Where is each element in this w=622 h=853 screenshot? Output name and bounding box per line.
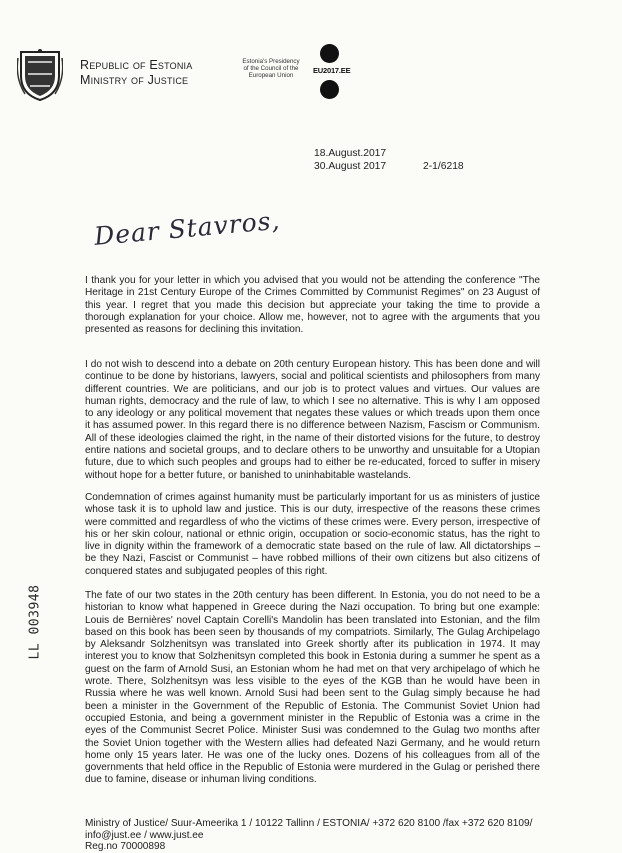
letter-date-2: 30.August 2017 bbox=[314, 161, 387, 172]
body-paragraph-4: The fate of our two states in the 20th century has been different. In Estonia, you do not need to be a historian to know what happened in Greece during the Nazi occupation. To bring but one example: Louis de Bernières' novel Captain Corelli's Mandolin has been translated into Estonian, and the film based on this book has been seen by thousands of my compatriots. Similarly, The Gulag Archipelago by Aleksandr Solzhenitsyn was translated into Greek shortly after its publication in 1974. It may interest you to know that Solzhenitsyn completed this book in Estonia during a summer he spent as a guest on the farm of Arnold Susi, an Estonian whom he had met on that very archipelago of which he wrote. There, Solzhenitsyn was less visible to the eyes of the KGB than he would have been in Russia where he was well known. Arnold Susi had been sent to the Gulag simply because he had been a minister in the Government of the Republic of Estonia. The Communist Soviet Union had occupied Estonia, and being a government minister in the Republic of Estonia was a crime in the eyes of the Communist Secret Police. Minister Susi was condemned to the Gulag two months after the Soviet Union together with the Western allies had defeated Nazi Germany, and he would return home only 15 years later. He was one of the lucky ones. Dozens of his colleagues from all of the governments that held office in the Republic of Estonia were murdered in the Gulag or perished there due to famine, disease or inhuman living conditions. bbox=[85, 590, 540, 786]
footer-reg-number: Reg.no 70000898 bbox=[85, 841, 166, 852]
letter-date-1: 18.August.2017 bbox=[314, 148, 387, 159]
presidency-line-1: Estonia's Presidency bbox=[242, 58, 300, 65]
reference-number: 2-1/6218 bbox=[423, 161, 464, 172]
archive-stamp-number: LL 003948 bbox=[27, 584, 43, 660]
eu-logo-dot-icon bbox=[320, 44, 339, 63]
body-paragraph-3: Condemnation of crimes against humanity must be particularly important for us as ministers of justice whose task it is to uphold law and justice. This is our duty, irrespective of the reasons these crimes were committed and regardless of who the victims of these crimes were. Every person, irrespective of his or her skin colour, national or ethnic origin, occupation or socio-economic status, has the right to live in dignity within the framework of a democratic state based on the rule of law. All dictatorships – be they Nazi, Fascist or Communist – have robbed millions of their own citizens but also citizens of conquered states and subjugated peoples of this right. bbox=[85, 492, 540, 577]
coat-of-arms-icon bbox=[17, 48, 63, 102]
eu-logo-dot-icon bbox=[320, 80, 339, 99]
presidency-line-3: European Union bbox=[248, 72, 294, 79]
presidency-line-2: of the Council of the bbox=[243, 65, 299, 72]
footer-contact: info@just.ee / www.just.ee bbox=[85, 830, 204, 841]
archive-stamp bbox=[19, 584, 49, 662]
handwritten-salutation: Dear Stavros, bbox=[93, 205, 282, 251]
body-paragraph-2: I do not wish to descend into a debate on 20th century European history. This has been done and will continue to be done by historians, lawyers, social and political scientists and philosophers from many different countries. We are politicians, and our job is to protect values and virtues. Our values are human rights, democracy and the rule of law, to which I see no alternative. This is why I am opposed to any ideology or any political movement that negates these values or which treads upon them once it has assumed power. In this regard there is no difference between Nazism, Fascism or Communism. All of these ideologies claimed the right, in the name of their distorted visions for the future, to destroy entire nations and societal groups, and to declare others to be unworthy and unsuitable for a Utopian future, due to which such peoples and groups had to either be re-educated, forced to suffer in misery without hope for a better future, or banished to uninhabitable wastelands. bbox=[85, 359, 540, 481]
footer-address: Ministry of Justice/ Suur-Ameerika 1 / 10122 Tallinn / ESTONIA/ +372 620 8100 /fax +372 620 8109/ bbox=[85, 818, 533, 829]
eu-presidency-label: EU2017.EE bbox=[313, 66, 351, 75]
body-paragraph-1: I thank you for your letter in which you advised that you would not be attending the conference "The Heritage in 21st Century Europe of the Crimes Committed by Communist Regimes" on 23 August of this year. I regret that you made this decision but appreciate your taking the time to provide a thorough explanation for your choice. Allow me, however, not to agree with the arguments that you presented as reasons for declining this invitation. bbox=[85, 275, 540, 336]
ministry-name: Ministry of Justice bbox=[80, 73, 189, 87]
org-name: Republic of Estonia bbox=[80, 58, 193, 72]
